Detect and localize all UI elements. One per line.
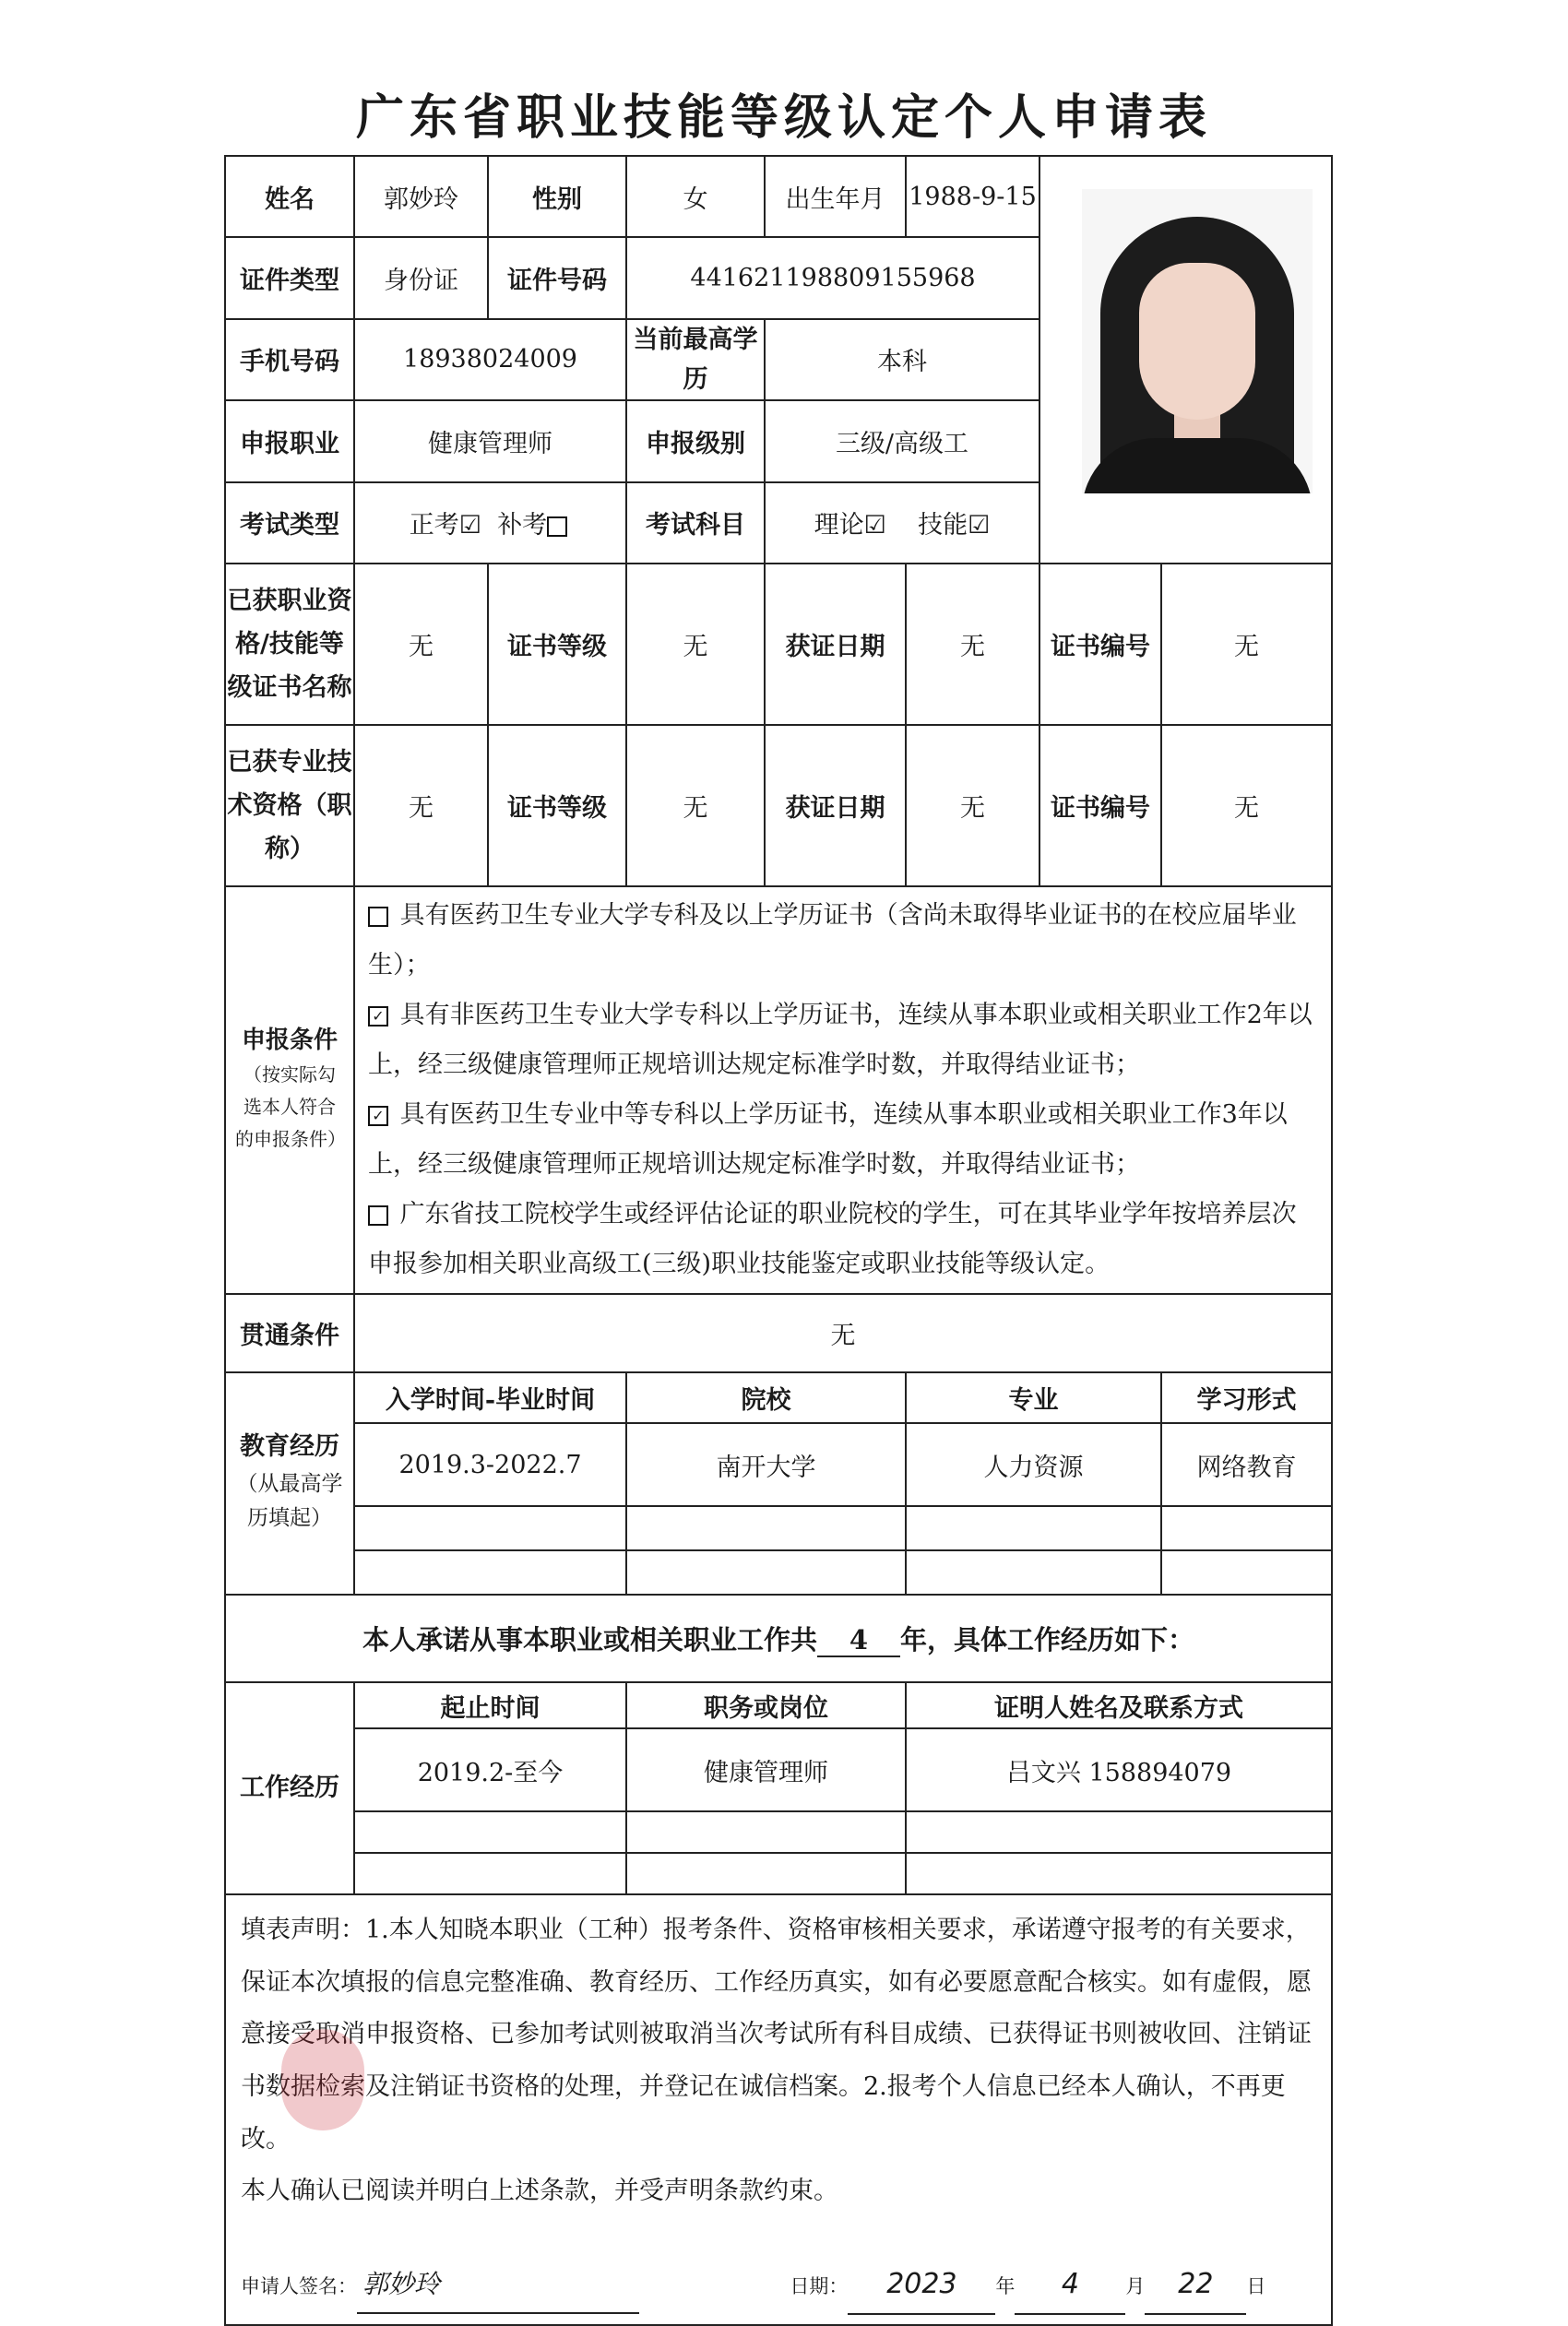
work-empty [906, 1853, 1332, 1894]
cert2-no-label: 证书编号 [1039, 725, 1161, 886]
cert2-label: 已获专业技术资格（职称） [225, 725, 354, 886]
education-sublabel: （从最高学历填起） [236, 1472, 343, 1530]
month-label: 月 [1125, 2275, 1146, 2298]
subject-value [765, 482, 1039, 564]
cert2-grade: 无 [626, 725, 765, 886]
cert1-name: 无 [354, 564, 488, 725]
work-header-reference: 证明人姓名及联系方式 [906, 1682, 1332, 1728]
work-empty [626, 1853, 906, 1894]
work-position: 健康管理师 [626, 1728, 906, 1811]
idno-value: 441621198809155968 [626, 237, 1039, 318]
condition-checkbox-1[interactable] [368, 907, 388, 927]
work-promise [225, 1595, 1332, 1682]
edu-empty [354, 1550, 626, 1595]
condition-item: 具有医药卫生专业大学专科及以上学历证书（含尚未取得毕业证书的在校应届毕业生）； [368, 901, 1297, 979]
job-label: 申报职业 [225, 400, 354, 481]
cert1-grade: 无 [626, 564, 765, 725]
form-title: 广东省职业技能等级认定个人申请表 [355, 89, 1212, 146]
edu-empty [1161, 1506, 1332, 1550]
cert2-date-label: 获证日期 [765, 725, 906, 886]
applicant-photo [1082, 189, 1313, 493]
edu-empty [906, 1550, 1161, 1595]
exam-makeup-checkbox[interactable] [547, 516, 567, 537]
promise-prefix: 本人承诺从事本职业或相关职业工作共 [362, 1624, 817, 1655]
work-period: 2019.2-至今 [354, 1728, 626, 1811]
work-empty [354, 1811, 626, 1853]
exam-regular-checkbox[interactable]: ☑ [458, 511, 482, 540]
gender-label: 性别 [488, 156, 626, 237]
subject-label: 考试科目 [626, 482, 765, 564]
cert1-label: 已获职业资格/技能等级证书名称 [225, 564, 354, 725]
examtype-value [354, 482, 626, 564]
idno-label: 证件号码 [488, 237, 626, 318]
through-label: 贯通条件 [225, 1294, 354, 1372]
conditions-sublabel: （按实际勾选本人符合的申报条件） [235, 1063, 346, 1150]
photo-cell [1039, 156, 1332, 564]
cert1-no-label: 证书编号 [1039, 564, 1161, 725]
sign-year: 2023 [848, 2255, 995, 2315]
idtype-value: 身份证 [354, 237, 488, 318]
edu-header-major: 专业 [906, 1372, 1161, 1423]
exam-makeup-label: 补考 [497, 511, 548, 540]
subject-skill-label: 技能 [918, 511, 968, 540]
cert1-no: 无 [1161, 564, 1332, 725]
gender-value: 女 [626, 156, 765, 237]
promise-suffix: 年，具体工作经历如下： [900, 1624, 1195, 1655]
application-form [224, 155, 1333, 2326]
cert2-no: 无 [1161, 725, 1332, 886]
education-label: 教育经历 [240, 1432, 339, 1462]
edu-school: 南开大学 [626, 1423, 906, 1506]
declaration-text: 填表声明：1.本人知晓本职业（工种）报考条件、资格审核相关要求，承诺遵守报考的有关要求，保证本次填报的信息完整准确、教育经历、工作经历真实，如有必要愿意配合核实。如有虚假，愿意接受取消申报资格、已参加考试则被取消当次考试所有科目成绩、已获得证书则被收回、注销证书数据检索及注销证书资格的处理，并登记在诚信档案。2.报考个人信息已经本人确认，不再更改。 [241, 1916, 1312, 2154]
edu-header-period: 入学时间-毕业时间 [354, 1372, 626, 1423]
level-label: 申报级别 [626, 400, 765, 481]
cert2-grade-label: 证书等级 [488, 725, 626, 886]
birth-value: 1988-9-15 [906, 156, 1039, 237]
work-empty [626, 1811, 906, 1853]
conditions-label-cell [225, 886, 354, 1294]
cert2-name: 无 [354, 725, 488, 886]
edu-mode: 网络教育 [1161, 1423, 1332, 1506]
date-label: 日期： [790, 2275, 849, 2298]
subject-theory-checkbox[interactable]: ☑ [863, 511, 886, 540]
level-value: 三级/高级工 [765, 400, 1039, 481]
edu-empty [626, 1550, 906, 1595]
exam-regular-label: 正考 [409, 511, 459, 540]
edu-major: 人力资源 [906, 1423, 1161, 1506]
edu-header-mode: 学习形式 [1161, 1372, 1332, 1423]
sign-day: 22 [1145, 2255, 1246, 2315]
condition-item: ✓ 具有非医药卫生专业大学专科以上学历证书，连续从事本职业或相关职业工作2年以上，经三级健康管理师正规培训达规定标准学时数，并取得结业证书； [368, 1001, 1313, 1079]
idtype-label: 证件类型 [225, 237, 354, 318]
condition-checkbox-2[interactable]: ✓ [368, 1006, 388, 1027]
day-label: 日 [1246, 2275, 1266, 2298]
cert1-date-label: 获证日期 [765, 564, 906, 725]
sign-month: 4 [1015, 2255, 1125, 2315]
edu-header-school: 院校 [626, 1372, 906, 1423]
edu-empty [906, 1506, 1161, 1550]
cert1-date: 无 [906, 564, 1039, 725]
education-label-cell [225, 1372, 354, 1595]
cert1-grade-label: 证书等级 [488, 564, 626, 725]
conditions-list [354, 886, 1332, 1294]
applicant-signature: 郭妙玲 [357, 2258, 639, 2314]
edu-value: 本科 [765, 319, 1039, 401]
promise-years: 4 [817, 1624, 900, 1657]
through-value: 无 [354, 1294, 1332, 1372]
edu-period: 2019.3-2022.7 [354, 1423, 626, 1506]
birth-label: 出生年月 [765, 156, 906, 237]
condition-item: 广东省技工院校学生或经评估论证的职业院校的学生，可在其毕业学年按培养层次申报参加相关职业高级工(三级)职业技能鉴定或职业技能等级认定。 [368, 1200, 1297, 1278]
phone-value: 18938024009 [354, 319, 626, 401]
subject-theory-label: 理论 [814, 511, 864, 540]
work-empty [906, 1811, 1332, 1853]
examtype-label: 考试类型 [225, 482, 354, 564]
work-header-period: 起止时间 [354, 1682, 626, 1728]
edu-empty [1161, 1550, 1332, 1595]
work-label: 工作经历 [225, 1682, 354, 1894]
work-header-position: 职务或岗位 [626, 1682, 906, 1728]
phone-label: 手机号码 [225, 319, 354, 401]
declaration-cell [225, 1894, 1332, 2325]
fingerprint-stamp [281, 2029, 364, 2130]
sign-label: 申请人签名： [241, 2275, 357, 2298]
name-label: 姓名 [225, 156, 354, 237]
edu-label: 当前最高学历 [626, 319, 765, 401]
condition-checkbox-4[interactable] [368, 1205, 388, 1226]
signature-row [241, 2255, 1316, 2315]
year-label: 年 [995, 2275, 1016, 2298]
condition-checkbox-3[interactable]: ✓ [368, 1106, 388, 1126]
edu-empty [354, 1506, 626, 1550]
conditions-label: 申报条件 [241, 1027, 338, 1054]
work-reference: 吕文兴 158894079 [906, 1728, 1332, 1811]
edu-empty [626, 1506, 906, 1550]
declaration-confirm: 本人确认已阅读并明白上述条款，并受声明条款约束。 [241, 2177, 838, 2206]
name-value: 郭妙玲 [354, 156, 488, 237]
subject-skill-checkbox[interactable]: ☑ [968, 511, 991, 540]
work-empty [354, 1853, 626, 1894]
cert2-date: 无 [906, 725, 1039, 886]
condition-item: ✓ 具有医药卫生专业中等专科以上学历证书，连续从事本职业或相关职业工作3年以上，经三级健康管理师正规培训达规定标准学时数，并取得结业证书； [368, 1100, 1288, 1179]
job-value: 健康管理师 [354, 400, 626, 481]
